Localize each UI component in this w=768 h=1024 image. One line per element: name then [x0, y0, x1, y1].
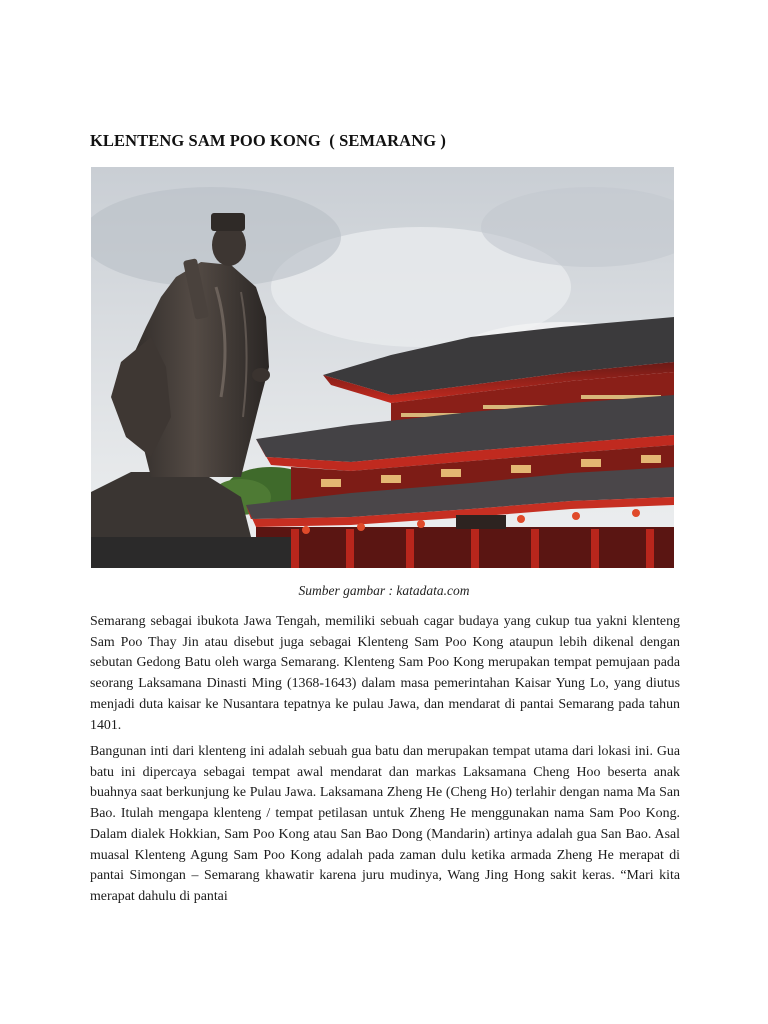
paragraph-2: Bangunan inti dari klenteng ini adalah sebuah gua batu dan merupakan tempat utama dari lokasi ini. Gua batu ini dipercaya sebagai tempat awal mendarat dan markas Laksamana Cheng Hoo beserta anak buahnya saat berkunjung ke Pulau Jawa. Laksamana Zheng He (Cheng Ho) terlahir dengan nama Ma San Bao. Itulah mengapa klenteng / tempat petilasan untuk Zheng He menggunakan nama Sam Poo Kong. Dalam dialek Hokkian, Sam Poo Kong atau San Bao Dong (Mandarin) artinya adalah gua San Bao. Asal muasal Klenteng Agung Sam Poo Kong adalah pada zaman dulu ketika armada Zheng He merapat di pantai Simongan – Semarang khawatir karena juru mudinya, Wang Jing Hong sakit keras. “Mari kita merapat dahulu di pantai: [90, 744, 680, 904]
paragraph-1: Semarang sebagai ibukota Jawa Tengah, memiliki sebuah cagar budaya yang cukup tua yakni klenteng Sam Poo Thay Jin atau disebut juga sebagai Klenteng Sam Poo Kong ataupun lebih dikenal dengan sebutan Gedong Batu oleh warga Semarang. Klenteng Sam Poo Kong merupakan tempat pemujaan pada seorang Laksamana Dinasti Ming (1368-1643) dalam masa pemerintahan Kaisar Yung Lo, yang diutus menjadi duta kaisar ke Nusantara tepatnya ke pulau Jawa, dan mendarat di pantai Semarang pada tahun 1401.: [90, 614, 680, 733]
image-caption: Sumber gambar : katadata.com: [298, 583, 470, 598]
document-title: KLENTENG SAM POO KONG ( SEMARANG ): [90, 131, 446, 150]
temple-photo: [91, 167, 674, 568]
